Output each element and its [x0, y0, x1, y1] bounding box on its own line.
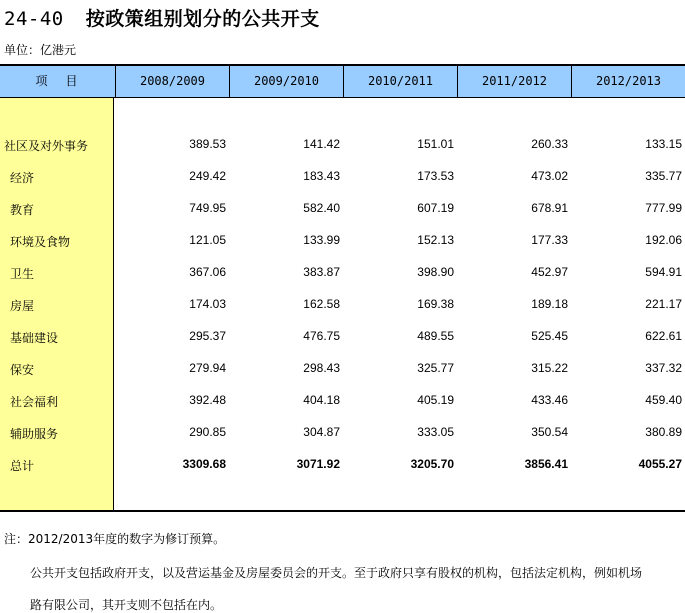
table-row	[0, 393, 685, 413]
cell-value: 260.33	[531, 137, 568, 151]
cell-value: 367.06	[189, 265, 226, 279]
cell-value: 295.37	[189, 329, 226, 343]
cell-value: 133.99	[303, 233, 340, 247]
cell-value: 325.77	[417, 361, 454, 375]
cell-value: 404.18	[303, 393, 340, 407]
table-row	[0, 329, 685, 349]
cell-value: 121.05	[189, 233, 226, 247]
row-label: 教育	[10, 203, 35, 217]
cell-value: 173.53	[417, 169, 454, 183]
cell-value: 133.15	[645, 137, 682, 151]
row-label: 房屋	[10, 299, 35, 313]
cell-value: 398.90	[417, 265, 454, 279]
cell-value: 433.46	[531, 393, 568, 407]
cell-value: 473.02	[531, 169, 568, 183]
cell-value: 476.75	[303, 329, 340, 343]
cell-value: 304.87	[303, 425, 340, 439]
cell-value: 594.91	[645, 265, 682, 279]
table-row	[0, 169, 685, 189]
header-year: 2009/2010	[229, 66, 343, 97]
header-item: 项目	[35, 74, 96, 88]
cell-value: 279.94	[189, 361, 226, 375]
row-label: 卫生	[10, 267, 35, 281]
cell-value: 749.95	[189, 201, 226, 215]
table-row	[0, 265, 685, 285]
row-label: 环境及食物	[10, 235, 71, 249]
table-title: 按政策组别划分的公共开支	[85, 8, 320, 30]
cell-value: 298.43	[303, 361, 340, 375]
cell-value: 380.89	[645, 425, 682, 439]
cell-value: 489.55	[417, 329, 454, 343]
cell-value: 177.33	[531, 233, 568, 247]
table-number: 24-40	[4, 8, 64, 30]
unit-label: 单位：亿港元	[4, 43, 77, 57]
row-label: 总计	[10, 459, 35, 473]
cell-value: 141.42	[303, 137, 340, 151]
header-year: 2012/2013	[571, 66, 685, 97]
note-line: 注：2012/2013年度的数字为修订预算。	[4, 532, 226, 546]
cell-value: 389.53	[189, 137, 226, 151]
cell-value: 405.19	[417, 393, 454, 407]
cell-value: 162.58	[303, 297, 340, 311]
cell-value: 174.03	[189, 297, 226, 311]
cell-value: 452.97	[531, 265, 568, 279]
cell-value: 337.32	[645, 361, 682, 375]
cell-value: 4055.27	[638, 457, 682, 471]
cell-value: 335.77	[645, 169, 682, 183]
cell-value: 183.43	[303, 169, 340, 183]
row-label: 辅助服务	[10, 427, 59, 441]
cell-value: 777.99	[645, 201, 682, 215]
header-year: 2011/2012	[457, 66, 571, 97]
cell-value: 3205.70	[410, 457, 454, 471]
table-row	[0, 425, 685, 445]
table-row	[0, 297, 685, 317]
total-row	[0, 457, 685, 477]
row-label: 社会福利	[10, 395, 59, 409]
header-year: 2010/2011	[343, 66, 457, 97]
cell-value: 3309.68	[182, 457, 226, 471]
cell-value: 152.13	[417, 233, 454, 247]
page-title	[4, 4, 320, 31]
cell-value: 459.40	[645, 393, 682, 407]
cell-value: 525.45	[531, 329, 568, 343]
cell-value: 3071.92	[296, 457, 340, 471]
table-row	[0, 233, 685, 253]
cell-value: 169.38	[417, 297, 454, 311]
row-label: 社区及对外事务	[4, 139, 89, 153]
cell-value: 290.85	[189, 425, 226, 439]
cell-value: 582.40	[303, 201, 340, 215]
header-year: 2008/2009	[115, 66, 229, 97]
table-bottom-rule	[0, 510, 685, 512]
note-line: 公共开支包括政府开支，以及营运基金及房屋委员会的开支。至于政府只享有股权的机构，包括法定机构，例如机场	[30, 566, 643, 580]
table-row	[0, 137, 685, 157]
note-line: 路有限公司，其开支则不包括在内。	[30, 598, 223, 612]
cell-value: 249.42	[189, 169, 226, 183]
expenditure-table	[0, 64, 685, 512]
cell-value: 189.18	[531, 297, 568, 311]
row-label: 经济	[10, 171, 35, 185]
cell-value: 221.17	[645, 297, 682, 311]
cell-value: 383.87	[303, 265, 340, 279]
cell-value: 392.48	[189, 393, 226, 407]
cell-value: 678.91	[531, 201, 568, 215]
cell-value: 607.19	[417, 201, 454, 215]
row-label: 保安	[10, 363, 35, 377]
cell-value: 622.61	[645, 329, 682, 343]
cell-value: 192.06	[645, 233, 682, 247]
cell-value: 333.05	[417, 425, 454, 439]
table-row	[0, 201, 685, 221]
cell-value: 151.01	[417, 137, 454, 151]
table-row	[0, 361, 685, 381]
cell-value: 350.54	[531, 425, 568, 439]
cell-value: 3856.41	[524, 457, 568, 471]
cell-value: 315.22	[531, 361, 568, 375]
table-header	[0, 66, 685, 98]
row-label: 基础建设	[10, 331, 59, 345]
